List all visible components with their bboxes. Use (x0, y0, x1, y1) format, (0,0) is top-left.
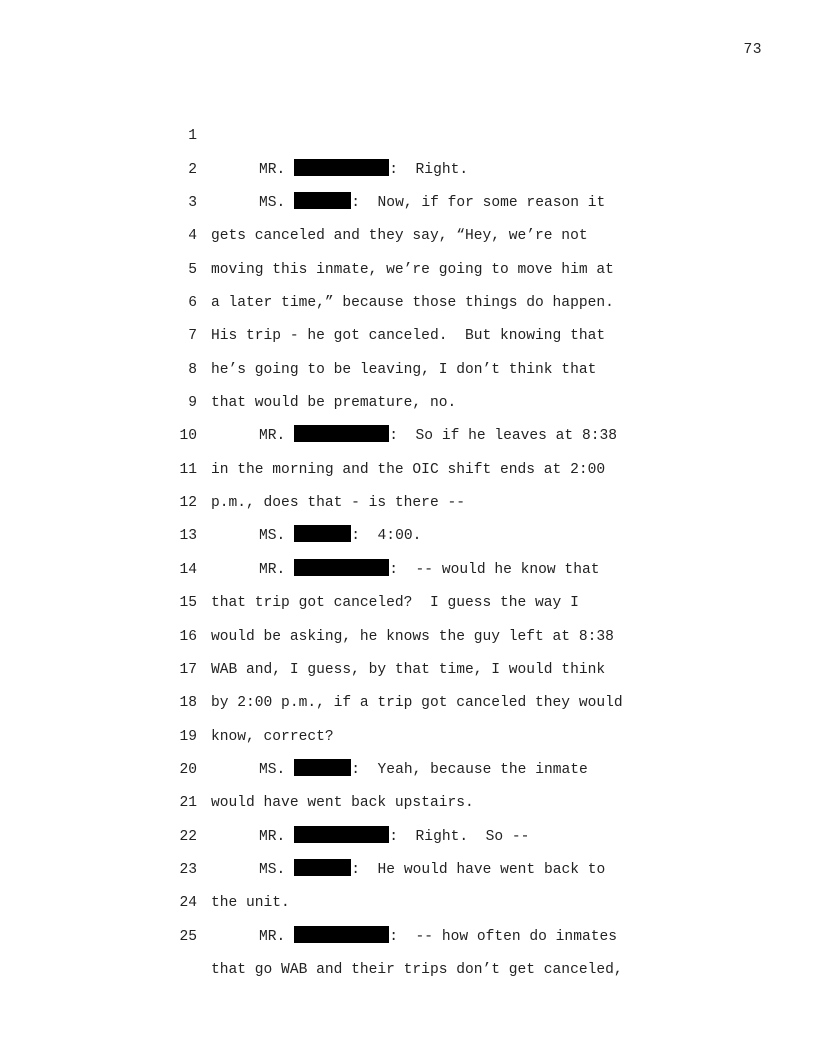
line-text: know, correct? (211, 728, 334, 745)
line-number: 23 (179, 861, 197, 878)
line-text: by 2:00 p.m., if a trip got canceled they would (211, 695, 623, 712)
speaker-title: MS. (259, 195, 286, 212)
line-number: 19 (179, 728, 197, 745)
line-number: 6 (188, 295, 197, 312)
speaker-title: MR. (259, 428, 286, 445)
line-number: 9 (188, 395, 197, 412)
line-number: 3 (188, 195, 197, 212)
line-text: a later time,” because those things do happen. (211, 295, 614, 312)
line-text: would have went back upstairs. (211, 795, 474, 812)
line-text: moving this inmate, we’re going to move him at (211, 261, 614, 278)
line-number: 11 (179, 461, 197, 478)
line-text: WAB and, I guess, by that time, I would think (211, 661, 606, 678)
line-text: that would be premature, no. (211, 395, 457, 412)
speaker-title: MR. (259, 561, 286, 578)
line-text: that trip got canceled? I guess the way I (211, 595, 579, 612)
line-text: p.m., does that - is there -- (211, 495, 465, 512)
line-text: : 4:00. (351, 528, 422, 545)
line-number: 15 (179, 595, 197, 612)
page-number: 73 (743, 42, 762, 58)
speaker-title: MS. (259, 861, 286, 878)
line-number: 22 (179, 828, 197, 845)
line-text: His trip - he got canceled. But knowing that (211, 328, 606, 345)
line-text: : Right. So -- (389, 828, 530, 845)
speaker-title: MS. (259, 761, 286, 778)
line-number: 20 (179, 761, 197, 778)
line-text: in the morning and the OIC shift ends at 2:00 (211, 461, 606, 478)
line-text: : Right. (389, 161, 469, 178)
transcript-body (0, 87, 816, 978)
line-text: : -- would he know that (389, 561, 600, 578)
line-number: 10 (179, 428, 197, 445)
speaker-title: MR. (259, 828, 286, 845)
redaction-bar (294, 926, 389, 943)
line-number: 18 (179, 695, 197, 712)
line-number: 4 (188, 228, 197, 245)
line-number: 14 (179, 561, 197, 578)
line-text: : Now, if for some reason it (351, 195, 606, 212)
line-text: : -- how often do inmates (389, 928, 617, 945)
line-number: 16 (179, 628, 197, 645)
line-text: that go WAB and their trips don’t get canceled, (211, 961, 623, 978)
line-number: 7 (188, 328, 197, 345)
line-text: he’s going to be leaving, I don’t think that (211, 361, 597, 378)
line-number: 5 (188, 261, 197, 278)
line-number: 1 (188, 128, 197, 145)
line-text: : He would have went back to (351, 861, 606, 878)
speaker-title: MS. (259, 528, 286, 545)
line-number: 12 (179, 495, 197, 512)
line-text: : So if he leaves at 8:38 (389, 428, 617, 445)
line-text: gets canceled and they say, “Hey, we’re not (211, 228, 588, 245)
line-number: 25 (179, 928, 197, 945)
speaker-title: MR. (259, 161, 286, 178)
speaker-title: MR. (259, 928, 286, 945)
line-text: : Yeah, because the inmate (351, 761, 588, 778)
line-text: would be asking, he knows the guy left at 8:38 (211, 628, 614, 645)
line-number: 17 (179, 661, 197, 678)
transcript-line (0, 87, 816, 178)
line-text: the unit. (211, 895, 290, 912)
line-number: 24 (179, 895, 197, 912)
line-number: 13 (179, 528, 197, 545)
line-number: 21 (179, 795, 197, 812)
line-number: 8 (188, 361, 197, 378)
line-number: 2 (188, 161, 197, 178)
